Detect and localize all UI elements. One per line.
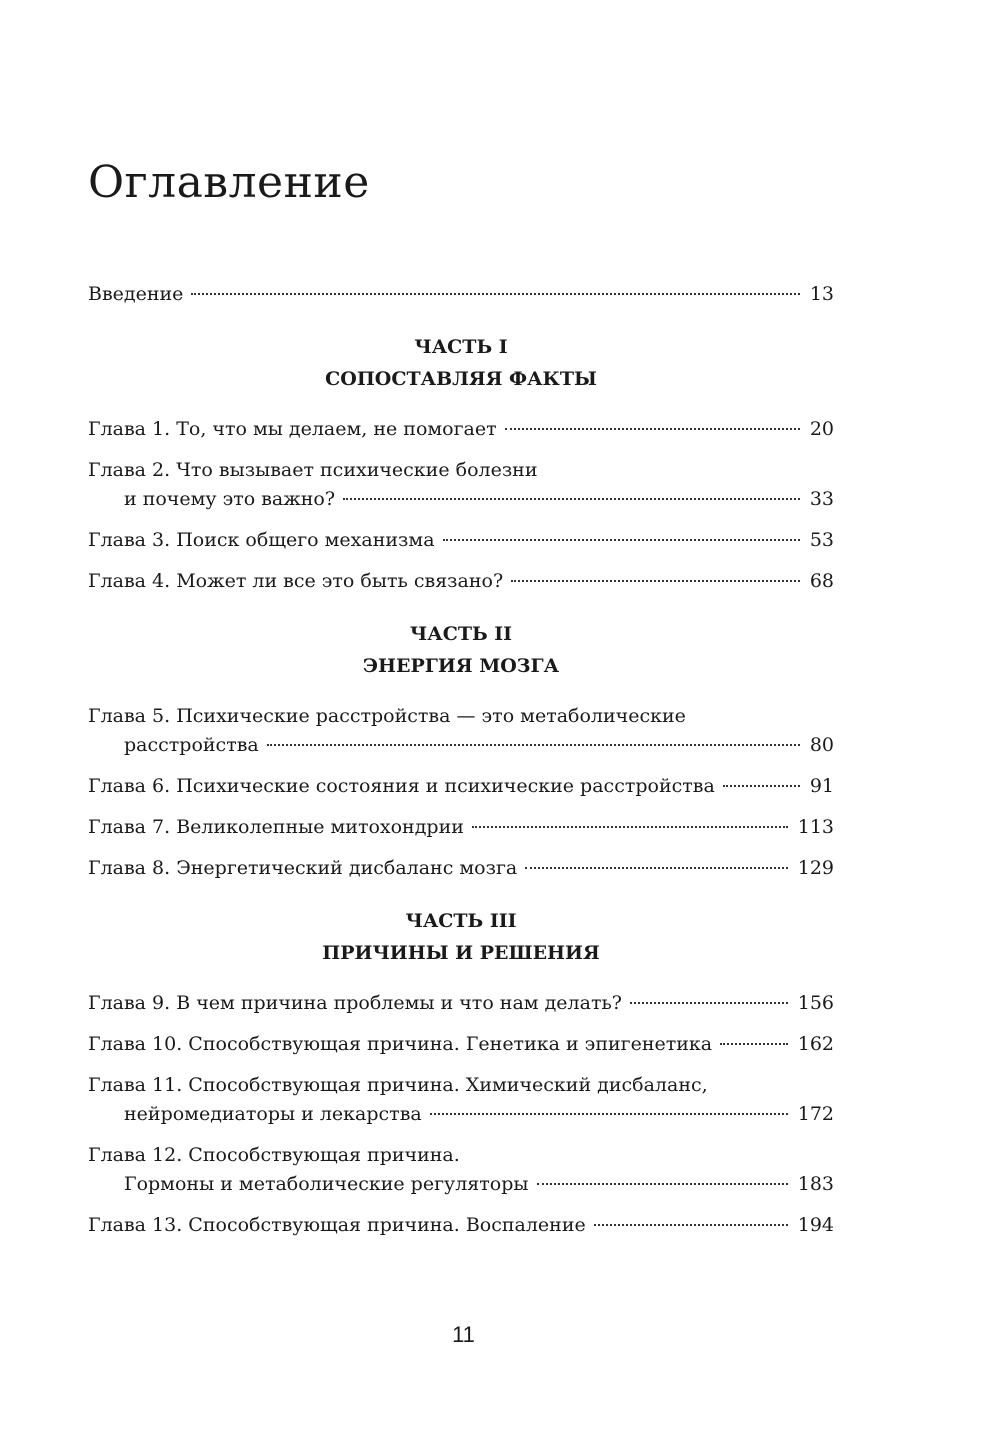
dot-leader [505,428,800,430]
entry-page: 91 [809,775,834,797]
dot-leader [525,867,787,869]
dot-leader [720,1043,788,1045]
entry-page: 20 [809,418,834,440]
toc-entry-chapter-3[interactable] [88,526,834,555]
part-name: ПРИЧИНЫ И РЕШЕНИЯ [322,942,600,964]
entry-page: 156 [797,992,834,1014]
dot-leader [630,1002,788,1004]
entry-page: 68 [809,570,834,592]
entry-page: 172 [797,1103,834,1125]
entry-label: Глава 9. В чем причина проблемы и что нам делать? [88,992,622,1014]
dot-leader [594,1224,788,1226]
entry-label: Введение [88,283,184,305]
entry-page: 129 [797,857,834,879]
page-number: 11 [452,1322,475,1347]
entry-label: Глава 6. Психические состояния и психические расстройства [88,775,715,797]
entry-label: Глава 7. Великолепные митохондрии [88,816,464,838]
entry-label: Глава 3. Поиск общего механизма [88,529,435,551]
entry-page: 80 [809,734,834,756]
toc-entry-chapter-5[interactable] [88,702,834,760]
dot-leader [472,826,788,828]
dot-leader [343,498,800,500]
part-number: ЧАСТЬ II [409,623,513,645]
toc-entry-chapter-9[interactable] [88,989,834,1018]
dot-leader [723,785,800,787]
part-heading-2 [88,618,834,682]
part-name: ЭНЕРГИЯ МОЗГА [362,655,560,677]
entry-page: 33 [809,488,834,510]
toc-entry-chapter-13[interactable] [88,1211,834,1240]
entry-label-line1: Глава 11. Способствующая причина. Химический дисбаланс, [88,1074,708,1096]
entry-label: нейромедиаторы и лекарства [124,1103,422,1125]
entry-label-line1: Глава 12. Способствующая причина. [88,1144,460,1166]
entry-label: и почему это важно? [124,488,336,510]
entry-page: 162 [797,1033,834,1055]
entry-page: 183 [797,1173,834,1195]
entry-label: расстройства [124,734,259,756]
toc-entry-chapter-6[interactable] [88,772,834,801]
entry-label: Глава 8. Энергетический дисбаланс мозга [88,857,518,879]
toc-entry-chapter-1[interactable] [88,415,834,444]
part-heading-1 [88,331,834,395]
entry-label: Гормоны и метаболические регуляторы [124,1173,529,1195]
toc-entry-chapter-4[interactable] [88,567,834,596]
table-of-contents [88,280,834,1252]
entry-page: 113 [797,816,834,838]
part-name: СОПОСТАВЛЯЯ ФАКТЫ [325,368,597,390]
part-heading-3 [88,905,834,969]
toc-entry-chapter-2[interactable] [88,456,834,514]
toc-entry-chapter-12[interactable] [88,1141,834,1199]
toc-entry-chapter-7[interactable] [88,813,834,842]
toc-entry-chapter-10[interactable] [88,1030,834,1059]
dot-leader [430,1113,788,1115]
page-title: Оглавление [88,157,370,209]
entry-label-line1: Глава 2. Что вызывает психические болезни [88,459,538,481]
toc-entry-intro[interactable] [88,280,834,309]
entry-label: Глава 13. Способствующая причина. Воспаление [88,1214,586,1236]
dot-leader [511,580,800,582]
dot-leader [537,1183,788,1185]
toc-entry-chapter-11[interactable] [88,1071,834,1129]
part-number: ЧАСТЬ I [414,336,508,358]
entry-label-line1: Глава 5. Психические расстройства — это метаболические [88,705,686,727]
dot-leader [267,744,800,746]
entry-page: 53 [809,529,834,551]
entry-label: Глава 4. Может ли все это быть связано? [88,570,504,592]
entry-label: Глава 10. Способствующая причина. Генетика и эпигенетика [88,1033,713,1055]
part-number: ЧАСТЬ III [405,910,517,932]
dot-leader [191,293,799,295]
entry-label: Глава 1. То, что мы делаем, не помогает [88,418,497,440]
entry-page: 13 [809,283,834,305]
entry-page: 194 [797,1214,834,1236]
dot-leader [443,539,800,541]
toc-entry-chapter-8[interactable] [88,854,834,883]
